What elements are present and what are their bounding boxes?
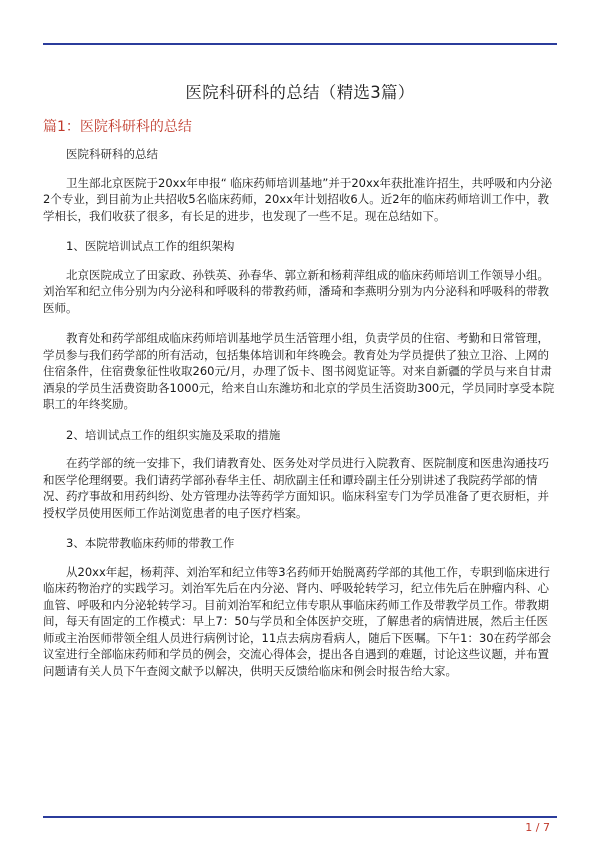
paragraph-heading-1: 1、医院培训试点工作的组织架构 [66,239,235,253]
paragraph-intro: 卫生部北京医院于20xx年申报“ 临床药师培训基地”并于20xx年获批准许招生，共呼吸和内分泌2个专业，到目前为止共招收5名临床药师，20xx年计划招收6人。近2年的临床药师培训工作中，教学相长，我们收获了很多，有长足的进步，也发现了一些不足。现在总结如下。 [43,175,553,223]
section-heading: 篇1：医院科研科的总结 [43,119,192,135]
paragraph-management: 教育处和药学部组成临床药师培训基地学员生活管理小组，负责学员的住宿、考勤和日常管理，学员参与我们药学部的所有活动，包括集体培训和年终晚会。教育处为学员提供了独立卫浴、上网的住宿条件，住宿费象征性收取260元/月，办理了饭卡、图书阅览证等。对来自新疆的学员与来自甘肃酒泉的学员生活费资助各1000元，给来自山东潍坊和北京的学员生活资助300元，学员同时享受本院职工的年终奖励。 [43,331,555,411]
paragraph-implementation: 在药学部的统一安排下，我们请教育处、医务处对学员进行入院教育、医院制度和医患沟通技巧和医学伦理纲要。我们请药学部孙春华主任、胡欣副主任和谭玲副主任分别讲述了我院药学部的情况、药疗事故和用药纠纷、处方管理办法等药学方面知识。临床科室专门为学员准备了更衣厨柜，并授权学员使用医师工作站浏览患者的电子医疗档案。 [43,456,549,520]
paragraph-teaching: 从20xx年起，杨莉萍、刘治军和纪立伟等3名药师开始脱离药学部的其他工作，专职到临床进行临床药物治疗的实践学习。刘治军先后在内分泌、肾内、呼吸轮转学习，纪立伟先后在肿瘤内科、心血管、呼吸和内分泌轮转学习。目前刘治军和纪立伟专职从事临床药师工作及带教学员工作。带教期间，每天有固定的工作模式：早上7：50与学员和全体医护交班，了解患者的病情进展，然后主任医师或主治医师带领全组人员进行病例讨论，11点去病房看病人，随后下医嘱。下午1：30在药学部会议室进行全部临床药师和学员的例会，交流心得体会，提出各自遇到的难题，讨论这些议题，并布置问题请有关人员下午查阅文献予以解决，供明天反馈给临床和例会时报告给大家。 [43,564,552,678]
top-divider [43,43,557,45]
paragraph-subtitle: 医院科研科的总结 [66,147,158,161]
page-indicator: 1 / 7 [525,821,550,834]
paragraph-heading-2: 2、培训试点工作的组织实施及采取的措施 [66,427,281,442]
document-body [43,146,557,693]
paragraph-leadership: 北京医院成立了田家政、孙铁英、孙春华、郭立新和杨莉萍组成的临床药师培训工作领导小组。刘治军和纪立伟分别为内分泌科和呼吸科的带教药师，潘琦和李燕明分别为内分泌科和呼吸科的带教医师。 [43,267,549,315]
document-title: 医院科研科的总结（精选3篇） [185,83,415,102]
bottom-divider [43,816,557,818]
paragraph-heading-3: 3、本院带教临床药师的带教工作 [66,536,235,550]
